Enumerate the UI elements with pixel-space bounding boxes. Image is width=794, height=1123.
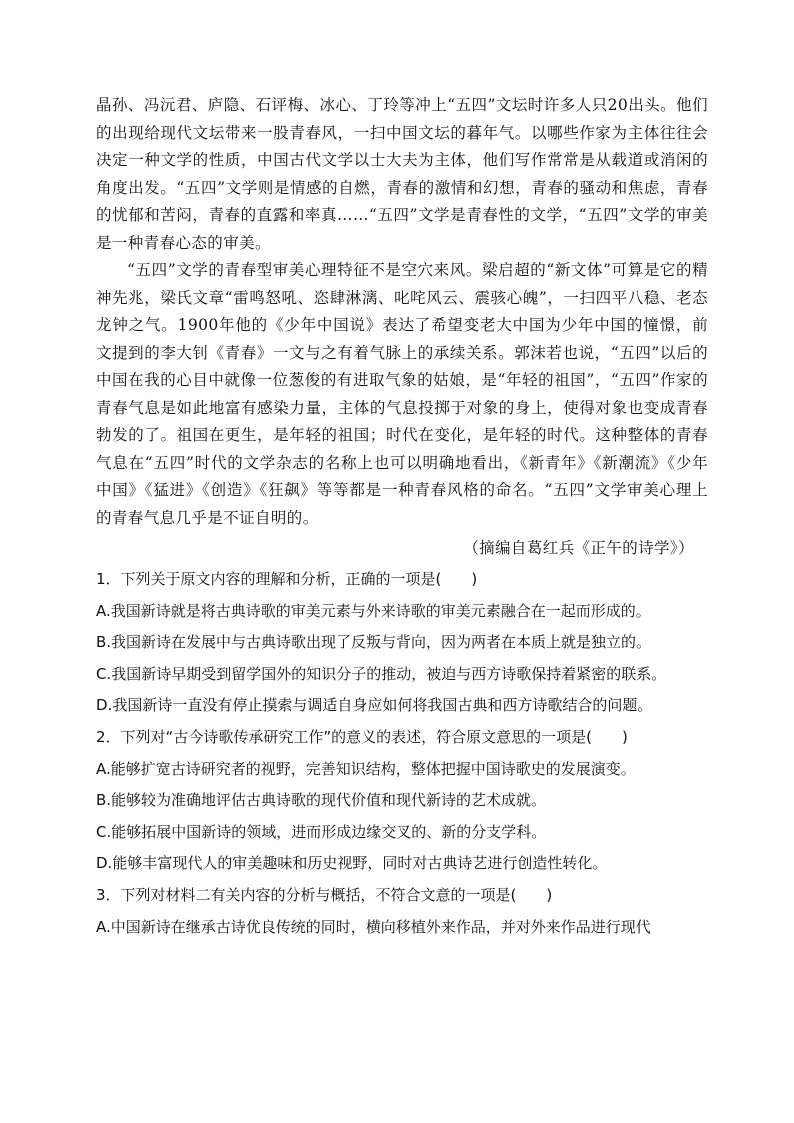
question-2-stem: 2．下列对“古今诗歌传承研究工作”的意义的表述，符合原文意思的一项是( ) — [96, 727, 628, 746]
question-1-option-d: D.我国新诗一直没有停止摸索与调适自身应如何将我国古典和西方诗歌结合的问题。 — [96, 696, 653, 715]
question-1-option-a: A.我国新诗就是将古典诗歌的审美元素与外来诗歌的审美元素融合在一起而形成的。 — [96, 601, 651, 620]
question-1-option-b: B.我国新诗在发展中与古典诗歌出现了反叛与背向，因为两者在本质上就是独立的。 — [96, 633, 652, 652]
passage-paragraph-1: 晶孙、冯沅君、庐隐、石评梅、冰心、丁玲等冲上“五四”文坛时许多人只20出头。他们的出现给现代文坛带来一股青春风，一扫中国文坛的暮年气。以哪些作家为主体往往会决定一种文学的性质，中国古代文学以士大夫为主体，他们写作常常是从载道或消闲的角度出发。“五四”文学则是情感的自燃，青春的激情和幻想，青春的骚动和焦虑，青春的忧郁和苦闷，青春的直露和率真……“五四”文学是青春性的文学，“五四”文学的审美是一种青春心态的审美。 — [96, 96, 708, 252]
question-2-option-c: C.能够拓展中国新诗的领域，进而形成边缘交叉的、新的分支学科。 — [96, 822, 547, 841]
question-1-stem: 1．下列关于原文内容的理解和分析，正确的一项是( ) — [96, 570, 478, 588]
document-body — [96, 92, 708, 943]
question-2 — [96, 722, 708, 880]
question-3-option-a: A.中国新诗在继承古诗优良传统的同时，横向移植外来作品，并对外来作品进行现代 — [96, 917, 651, 936]
passage-source: （摘编自葛红兵《正午的诗学》） — [463, 539, 694, 557]
question-3 — [96, 880, 708, 943]
question-3-stem: 3．下列对材料二有关内容的分析与概括，不符合文意的一项是( ) — [96, 885, 553, 904]
question-1-option-c: C.我国新诗早期受到留学国外的知识分子的推动，被迫与西方诗歌保持着紧密的联系。 — [96, 664, 667, 683]
question-2-option-a: A.能够扩宽古诗研究者的视野，完善知识结构，整体把握中国诗歌史的发展演变。 — [96, 759, 636, 778]
passage-paragraph-2: “五四”文学的青春型审美心理特征不是空穴来风。梁启超的“新文体”可算是它的精神先兆，梁氏文章“雷鸣怒吼、恣肆淋漓、叱咤风云、震骇心魄”，一扫四平八稳、老态龙钟之气。1900年他的《少年中国说》表达了希望变老大中国为少年中国的憧憬，前文提到的李大钊《青春》一文与之有着气脉上的承续关系。郭沫若也说，“五四”以后的中国在我的心目中就像一位葱俊的有进取气象的姑娘，是“年轻的祖国”，“五四”作家的青春气息是如此地富有感染力量，主体的气息投掷于对象的身上，使得对象也变成青春勃发的了。祖国在更生，是年轻的祖国；时代在变化，是年轻的时代。这种整体的青春气息在“五四”时代的文学杂志的名称上也可以明确地看出，《新青年》《新潮流》《少年中国》《猛进》《创造》《狂飙》等等都是一种青春风格的命名。“五四”文学审美心理上的青春气息几乎是不证自明的。 — [96, 261, 708, 527]
question-1 — [96, 564, 708, 722]
question-2-option-d: D.能够丰富现代人的审美趣味和历史视野，同时对古典诗艺进行创造性转化。 — [96, 854, 608, 873]
question-2-option-b: B.能够较为准确地评估古典诗歌的现代价值和现代新诗的艺术成就。 — [96, 791, 547, 810]
